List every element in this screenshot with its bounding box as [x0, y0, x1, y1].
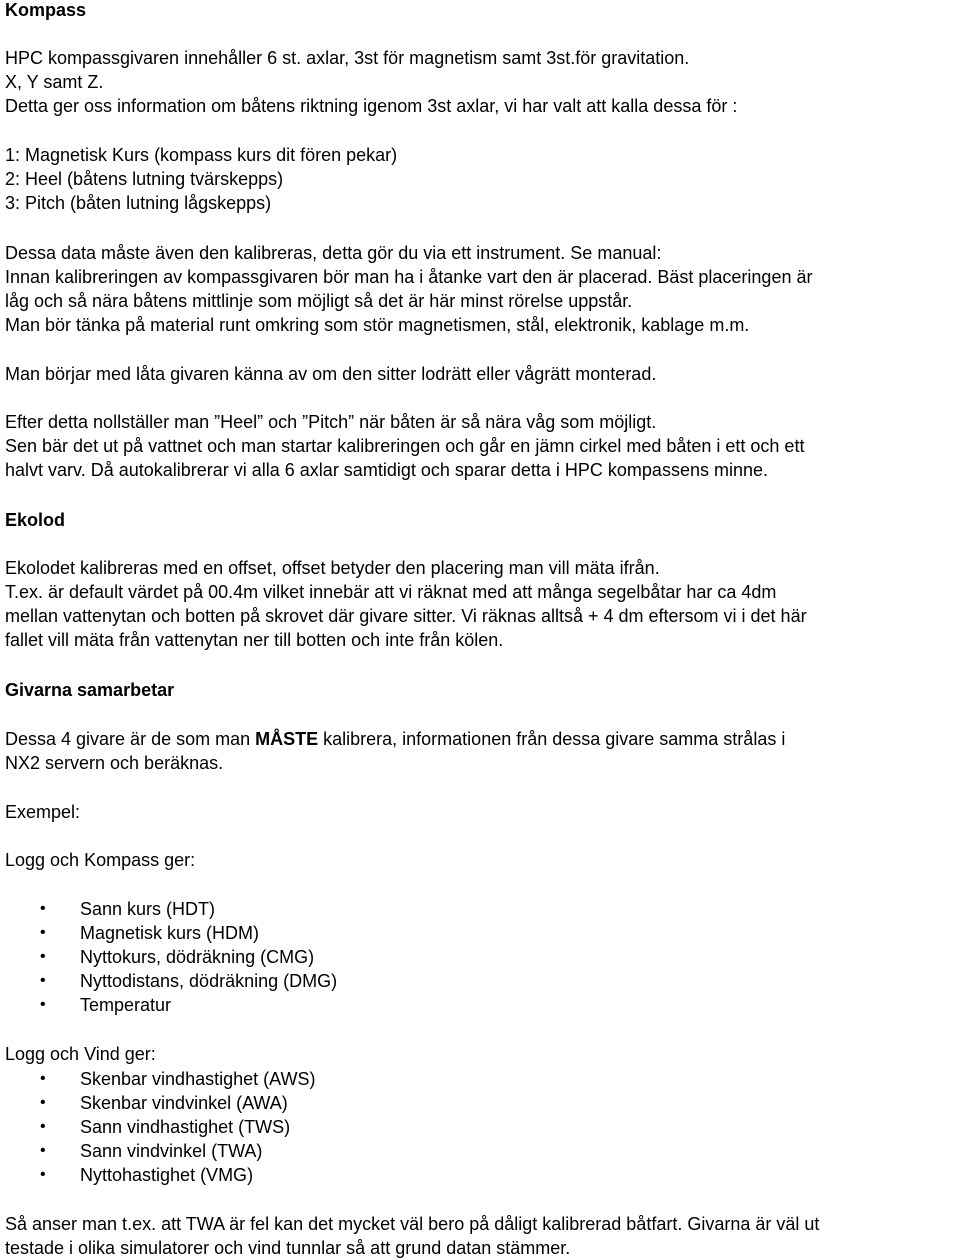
bullet-icon: •: [40, 996, 46, 1013]
bullet-icon: •: [40, 948, 46, 965]
list-item: Nyttodistans, dödräkning (DMG): [80, 971, 338, 991]
text-run: Dessa 4 givare är de som man: [5, 729, 256, 749]
text-run: kalibrera, informationen från dessa givare samma strålas i: [318, 729, 786, 749]
text-line: Dessa data måste även den kalibreras, detta gör du via ett instrument. Se manual:: [5, 243, 662, 263]
bullet-icon: •: [40, 900, 46, 917]
bullet-icon: •: [40, 1118, 46, 1135]
text-line: låg och så nära båtens mittlinje som möjligt så det är här minst rörelse uppstår.: [5, 291, 633, 311]
list-item: Skenbar vindhastighet (AWS): [80, 1069, 316, 1089]
bullet-icon: •: [40, 972, 46, 989]
emphasis-text: MÅSTE: [255, 729, 319, 749]
text-line: X, Y samt Z.: [5, 72, 104, 92]
heading-givarna: Givarna samarbetar: [5, 680, 175, 700]
text-line: 3: Pitch (båten lutning lågskepps): [5, 193, 272, 213]
text-line: NX2 servern och beräknas.: [5, 753, 224, 773]
text-line: Man bör tänka på material runt omkring som stör magnetismen, stål, elektronik, kablage m.m.: [5, 315, 750, 335]
text-line: 2: Heel (båtens lutning tvärskepps): [5, 169, 284, 189]
text-line: Så anser man t.ex. att TWA är fel kan det mycket väl bero på dåligt kalibrerad båtfart. Givarna är väl ut: [5, 1214, 820, 1234]
text-line: T.ex. är default värdet på 00.4m vilket innebär att vi räknat med att många segelbåtar har ca 4dm: [5, 582, 777, 602]
heading-kompass: Kompass: [5, 0, 87, 20]
bullet-icon: •: [40, 924, 46, 941]
text-line: 1: Magnetisk Kurs (kompass kurs dit fören pekar): [5, 145, 398, 165]
text-line: mellan vattenytan och botten på skrovet där givare sitter. Vi räknas alltså + 4 dm eftersom vi i det här: [5, 606, 807, 626]
logg-kompass-label: Logg och Kompass ger:: [5, 850, 196, 870]
text-line: halvt varv. Då autokalibrerar vi alla 6 axlar samtidigt och sparar detta i HPC kompassens minne.: [5, 460, 768, 480]
text-line: Ekolodet kalibreras med en offset, offset betyder den placering man vill mäta ifrån.: [5, 558, 660, 578]
heading-ekolod: Ekolod: [5, 510, 66, 530]
list-item: Sann kurs (HDT): [80, 899, 216, 919]
text-line: Sen bär det ut på vattnet och man startar kalibreringen och går en jämn cirkel med båten i ett och ett: [5, 436, 805, 456]
list-item: Skenbar vindvinkel (AWA): [80, 1093, 288, 1113]
text-line: HPC kompassgivaren innehåller 6 st. axlar, 3st för magnetism samt 3st.för gravitation.: [5, 48, 690, 68]
list-item: Nyttokurs, dödräkning (CMG): [80, 947, 315, 967]
text-line: Man börjar med låta givaren känna av om den sitter lodrätt eller vågrätt monterad.: [5, 364, 657, 384]
logg-vind-label: Logg och Vind ger:: [5, 1044, 156, 1064]
list-item: Nyttohastighet (VMG): [80, 1165, 254, 1185]
text-line: [5, 727, 785, 751]
bullet-icon: •: [40, 1094, 46, 1111]
text-line: Efter detta nollställer man ”Heel” och ”Pitch” när båten är så nära våg som möjligt.: [5, 412, 657, 432]
bullet-icon: •: [40, 1142, 46, 1159]
example-label: Exempel:: [5, 802, 81, 822]
bullet-icon: •: [40, 1166, 46, 1183]
list-item: Sann vindvinkel (TWA): [80, 1141, 263, 1161]
text-line: fallet vill mäta från vattenytan ner till botten och inte från kölen.: [5, 630, 504, 650]
list-item: Temperatur: [80, 995, 172, 1015]
list-item: Sann vindhastighet (TWS): [80, 1117, 291, 1137]
text-line: Innan kalibreringen av kompassgivaren bör man ha i åtanke vart den är placerad. Bäst placeringen är: [5, 267, 813, 287]
text-line: Detta ger oss information om båtens riktning igenom 3st axlar, vi har valt att kalla dessa för :: [5, 96, 738, 116]
bullet-icon: •: [40, 1070, 46, 1087]
list-item: Magnetisk kurs (HDM): [80, 923, 260, 943]
text-line: testade i olika simulatorer och vind tunnlar så att grund datan stämmer.: [5, 1238, 571, 1258]
